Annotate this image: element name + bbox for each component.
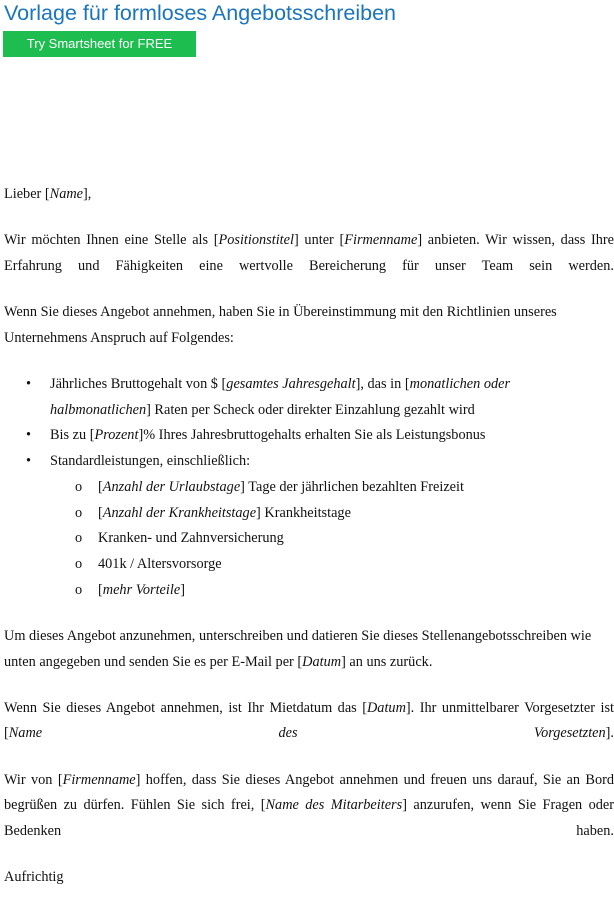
standard-benefit-insurance: o Kranken- und Zahnversicherung	[50, 526, 614, 552]
welcome-paragraph: Wir von [Firmenname] hoffen, dass Sie dieses Angebot annehmen und freuen uns darauf, Sie an Bord begrüßen zu dürfen. Fühlen Sie sich frei, [Name des Mitarbeiters] anzurufen, wenn Sie Fragen oder Bedenken haben.	[4, 771, 614, 840]
standard-benefit-sick-days: o [Anzahl der Krankheitstage] Krankheitstage	[50, 501, 614, 527]
start-date-paragraph: Wenn Sie dieses Angebot annehmen, ist Ihr Mietdatum das [Datum]. Ihr unmittelbarer Vorgesetzter ist [Name des Vorgesetzten].	[4, 699, 614, 742]
standard-benefit-retirement: o 401k / Altersvorsorge	[50, 552, 614, 578]
benefit-salary: • Jährliches Bruttogehalt von $ [gesamtes Jahresgehalt], das in [monatlichen oder halbmonatlichen] Raten per Scheck oder direkter Einzahlung gezahlt wird	[4, 372, 614, 423]
acceptance-paragraph: Um dieses Angebot anzunehmen, unterschreiben und datieren Sie dieses Stellenangebotsschreiben wie unten angegeben und senden Sie es per E-Mail per [Datum] an uns zurück.	[4, 627, 592, 670]
entitlement-paragraph: Wenn Sie dieses Angebot annehmen, haben Sie in Übereinstimmung mit den Richtlinien unseres Unternehmens Anspruch auf Folgendes:	[4, 304, 557, 346]
sign-off: Aufrichtig	[4, 869, 64, 886]
letter-body	[4, 182, 614, 911]
benefit-bonus: • Bis zu [Prozent]% Ihres Jahresbruttogehalts erhalten Sie als Leistungsbonus	[4, 423, 614, 449]
intro-paragraph: Wir möchten Ihnen eine Stelle als [Positionstitel] unter [Firmenname] anbieten. Wir wissen, dass Ihre Erfahrung und Fähigkeiten eine wertvolle Bereicherung für unser Team sein werden.	[4, 232, 614, 274]
benefits-list	[4, 372, 614, 603]
try-smartsheet-button[interactable]: Try Smartsheet for FREE	[3, 31, 196, 57]
benefit-standard-label: Standardleistungen, einschließlich:	[50, 453, 251, 470]
page-title: Vorlage für formloses Angebotsschreiben	[4, 1, 397, 25]
salutation: Lieber [Name],	[4, 186, 92, 202]
benefit-standard	[4, 449, 614, 603]
standard-benefit-more: o [mehr Vorteile]	[50, 578, 614, 604]
standard-benefits-list	[50, 475, 614, 604]
standard-benefit-vacation: o [Anzahl der Urlaubstage] Tage der jährlichen bezahlten Freizeit	[50, 475, 614, 501]
